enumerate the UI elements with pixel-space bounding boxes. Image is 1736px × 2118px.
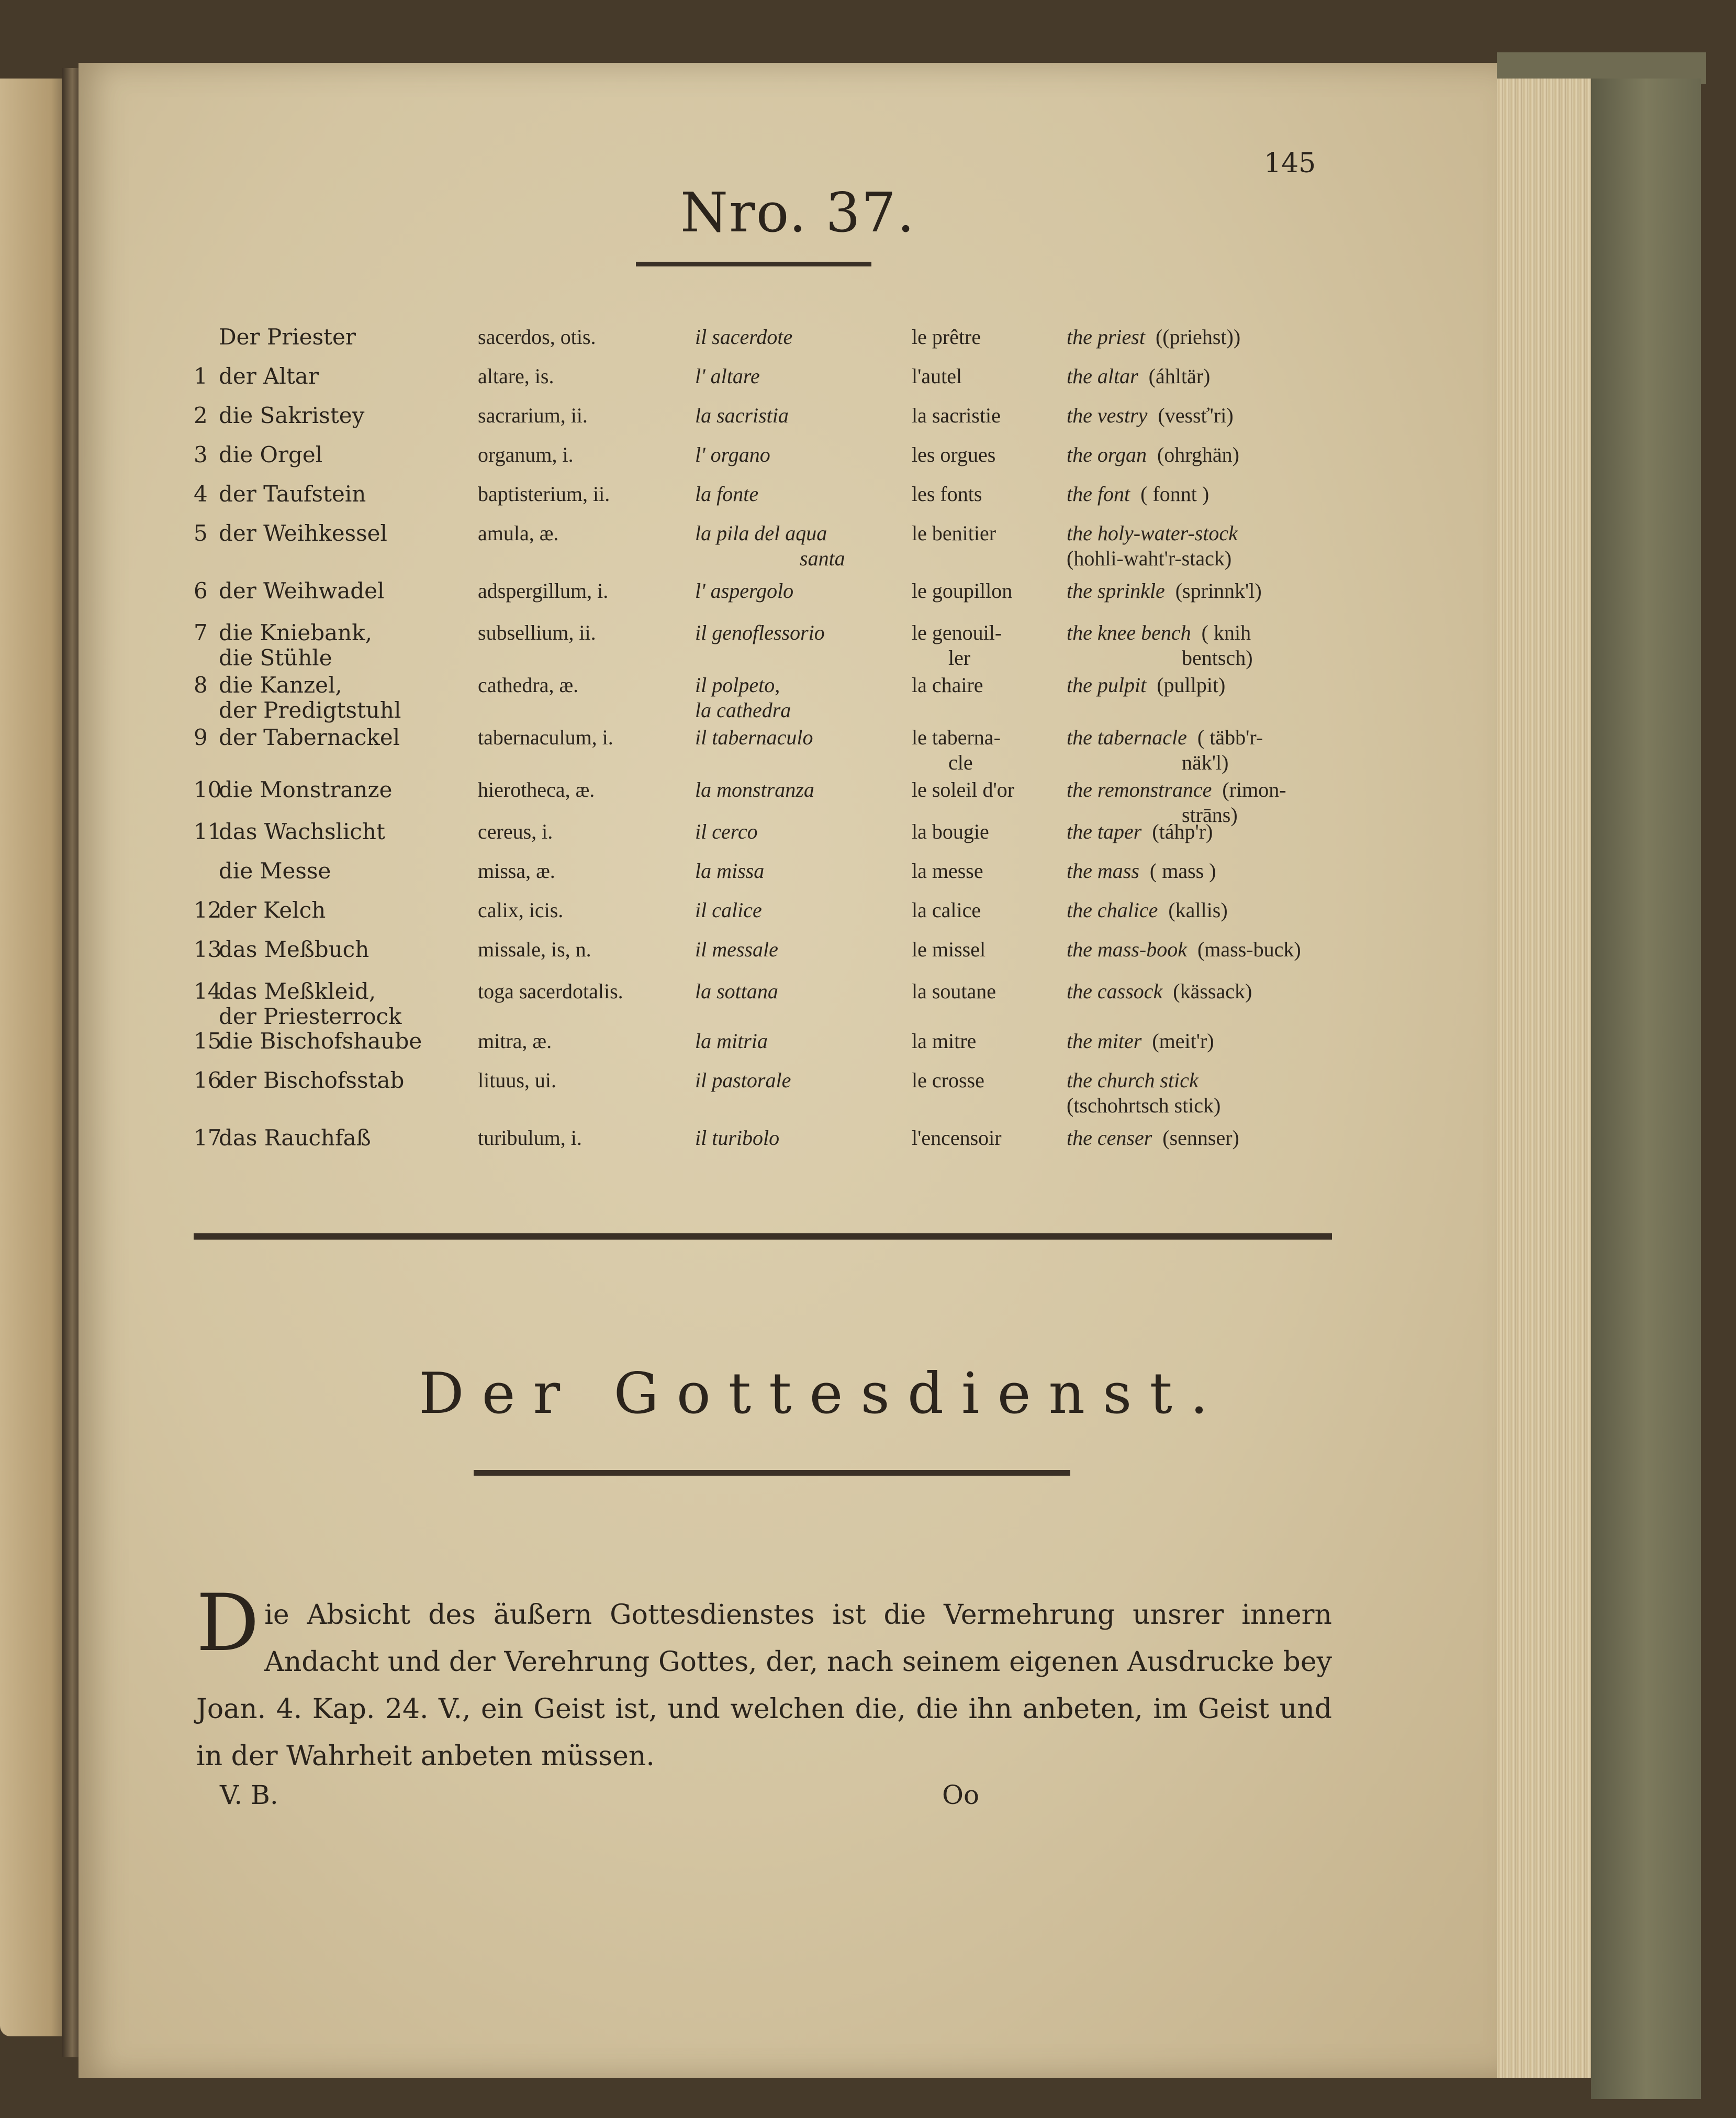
german-term: der Taufstein — [219, 481, 366, 507]
body-text: ie Absicht des äußern Gottesdienstes ist die Vermehrung unsrer innern Andacht und der Verehrung Gottes, der, nach seinem eigenen Ausdrucke bey Joan. 4. Kap. 24. V., ein Geist ist, und welchen die, die ihn anbeten, im Geist und in der Wahrheit anbeten müssen. — [196, 1599, 1332, 1772]
english-term — [1067, 979, 1360, 1004]
french-term: la calice — [912, 898, 981, 922]
italian-term: il genoflessorio — [695, 621, 825, 644]
pronunciation: (mass-buck) — [1197, 938, 1301, 961]
entry-number: 4 — [194, 481, 208, 507]
english-word: the miter — [1067, 1029, 1142, 1053]
english-word: the altar — [1067, 364, 1138, 388]
pronunciation: ((priehst)) — [1155, 325, 1241, 349]
french-term: le genouil- ler — [912, 621, 1002, 670]
pronunciation: (sprinnk'l) — [1175, 579, 1262, 603]
italian-term: la sacristia — [695, 404, 789, 427]
english-term — [1067, 364, 1360, 389]
english-word: the chalice — [1067, 898, 1158, 922]
english-word: the remonstrance — [1067, 778, 1212, 801]
italian-term: il pastorale — [695, 1068, 791, 1092]
page-number: 145 — [1264, 148, 1316, 179]
italian-term: la missa — [695, 859, 765, 883]
italian-term: la fonte — [695, 482, 759, 506]
english-term — [1067, 859, 1360, 884]
french-term: la messe — [912, 859, 983, 883]
latin-term: mitra, æ. — [478, 1029, 552, 1053]
entry-number: 15 — [194, 1028, 222, 1054]
entry-number: 10 — [194, 777, 222, 802]
latin-term: turibulum, i. — [478, 1126, 582, 1150]
pronunciation: (kallis) — [1168, 898, 1228, 922]
italian-term: il messale — [695, 938, 778, 961]
entry-number: 12 — [194, 897, 222, 923]
italian-term: il tabernaculo — [695, 726, 813, 749]
italian-term: il turibolo — [695, 1126, 780, 1150]
italian-term: il sacerdote — [695, 325, 793, 349]
latin-term: organum, i. — [478, 443, 574, 466]
italian-term: il polpeto, la cathedra — [695, 673, 791, 722]
entry-number: 3 — [194, 442, 208, 467]
french-term: le soleil d'or — [912, 778, 1015, 801]
latin-term: adspergillum, i. — [478, 579, 609, 603]
french-term: la mitre — [912, 1029, 977, 1053]
section-title: Der Gottesdienst. — [419, 1361, 1226, 1426]
english-term — [1067, 673, 1360, 698]
english-word: the pulpit — [1067, 673, 1147, 697]
pronunciation: (áhltär) — [1148, 364, 1211, 388]
german-term: der Weihkessel — [219, 520, 387, 546]
italian-term: l' altare — [695, 364, 760, 388]
italian-term: la pila del aqua santa — [695, 521, 845, 570]
german-term: die Messe — [219, 858, 331, 884]
entry-number: 17 — [194, 1125, 222, 1151]
pronunciation: (tschohrtsch stick) — [1067, 1094, 1221, 1117]
english-term — [1067, 1125, 1360, 1151]
english-word: the vestry — [1067, 404, 1148, 427]
german-term: der Kelch — [219, 897, 326, 923]
latin-term: lituus, ui. — [478, 1068, 557, 1092]
latin-term: altare, is. — [478, 364, 554, 388]
french-term: la bougie — [912, 820, 989, 843]
latin-term: cathedra, æ. — [478, 673, 579, 697]
german-term: das Rauchfaß — [219, 1125, 371, 1151]
german-term: der Tabernackel — [219, 724, 400, 750]
german-term: die Sakristey — [219, 403, 365, 428]
english-word: the censer — [1067, 1126, 1152, 1150]
entry-number: 1 — [194, 363, 208, 389]
pronunciation: (meit'r) — [1152, 1029, 1214, 1053]
pronunciation: (rimon- strāns) — [1182, 778, 1286, 827]
french-term: l'autel — [912, 364, 962, 388]
italian-term: la mitria — [695, 1029, 768, 1053]
french-term: l'encensoir — [912, 1126, 1002, 1150]
entry-number: 2 — [194, 403, 208, 428]
french-term: le taberna- cle — [912, 726, 1001, 774]
german-term: das Meßkleid, der Priesterrock — [219, 978, 402, 1029]
english-term — [1067, 725, 1360, 775]
latin-term: missa, æ. — [478, 859, 555, 883]
german-term: die Orgel — [219, 442, 323, 467]
english-term — [1067, 578, 1360, 604]
french-term: le goupillon — [912, 579, 1013, 603]
italian-term: il cerco — [695, 820, 758, 843]
french-term: la chaire — [912, 673, 983, 697]
entry-number: 8 — [194, 672, 208, 698]
entry-number: 16 — [194, 1067, 222, 1093]
english-word: the tabernacle — [1067, 726, 1187, 749]
french-term: le benitier — [912, 521, 996, 545]
latin-term: missale, is, n. — [478, 938, 591, 961]
german-term: die Bischofshaube — [219, 1028, 422, 1054]
section-title-underline — [474, 1470, 1070, 1476]
entry-number: 6 — [194, 578, 208, 604]
latin-term: subsellium, ii. — [478, 621, 596, 644]
catchword: Oo — [942, 1780, 980, 1810]
german-term: das Meßbuch — [219, 937, 369, 962]
french-term: la soutane — [912, 979, 996, 1003]
latin-term: cereus, i. — [478, 820, 553, 843]
french-term: le prêtre — [912, 325, 981, 349]
italian-term: l' aspergolo — [695, 579, 794, 603]
english-word: the cassock — [1067, 979, 1163, 1003]
pronunciation: ( knih bentsch) — [1182, 621, 1253, 670]
german-term: die Monstranze — [219, 777, 393, 802]
pronunciation: (pullpit) — [1157, 673, 1226, 697]
german-term: Der Priester — [219, 324, 356, 350]
pronunciation: (sennser) — [1162, 1126, 1239, 1150]
pronunciation: ( mass ) — [1149, 859, 1216, 883]
pronunciation: (hohli-waht'r-stack) — [1067, 547, 1232, 570]
english-term — [1067, 442, 1360, 467]
entry-number: 11 — [194, 819, 222, 844]
latin-term: hierotheca, æ. — [478, 778, 595, 801]
english-word: the knee bench — [1067, 621, 1191, 644]
latin-term: sacrarium, ii. — [478, 404, 588, 427]
english-term — [1067, 1029, 1360, 1054]
pronunciation: (ohrghän) — [1157, 443, 1239, 466]
english-word: the church stick — [1067, 1068, 1199, 1092]
body-paragraph — [196, 1578, 1332, 1780]
italian-term: la sottana — [695, 979, 778, 1003]
english-word: the organ — [1067, 443, 1147, 466]
drop-cap: D — [196, 1578, 260, 1669]
german-term: der Bischofsstab — [219, 1067, 405, 1093]
french-term: les fonts — [912, 482, 982, 506]
english-term — [1067, 620, 1360, 671]
latin-term: toga sacerdotalis. — [478, 979, 623, 1003]
pronunciation: ( täbb'r- näk'l) — [1182, 726, 1263, 774]
title-rule — [636, 262, 871, 266]
entry-number: 5 — [194, 520, 208, 546]
entry-number: 7 — [194, 620, 208, 645]
english-term — [1067, 482, 1360, 507]
english-word: the taper — [1067, 820, 1142, 843]
pronunciation: ( fonnt ) — [1140, 482, 1209, 506]
german-term: die Kniebank, die Stühle — [219, 620, 373, 671]
english-word: the holy-water-stock — [1067, 521, 1238, 545]
french-term: le missel — [912, 938, 986, 961]
english-word: the mass-book — [1067, 938, 1187, 961]
latin-term: tabernaculum, i. — [478, 726, 613, 749]
english-term — [1067, 819, 1360, 844]
english-term — [1067, 898, 1360, 923]
german-term: das Wachslicht — [219, 819, 385, 844]
italian-term: l' organo — [695, 443, 770, 466]
english-term — [1067, 937, 1360, 962]
pronunciation: (kässack) — [1173, 979, 1252, 1003]
italian-term: la monstranza — [695, 778, 814, 801]
book-cover-spine — [1591, 79, 1701, 2099]
english-term — [1067, 521, 1360, 571]
english-word: the font — [1067, 482, 1130, 506]
german-term: der Weihwadel — [219, 578, 385, 604]
english-term — [1067, 403, 1360, 428]
page-edges — [1497, 79, 1591, 2078]
french-term: les orgues — [912, 443, 996, 466]
entry-number: 14 — [194, 978, 222, 1004]
latin-term: baptisterium, ii. — [478, 482, 610, 506]
french-term: le crosse — [912, 1068, 984, 1092]
entry-number: 13 — [194, 937, 222, 962]
english-term — [1067, 1068, 1360, 1118]
english-term — [1067, 325, 1360, 350]
french-term: la sacristie — [912, 404, 1001, 427]
english-word: the mass — [1067, 859, 1139, 883]
latin-term: calix, icis. — [478, 898, 564, 922]
pronunciation: (táhp'r) — [1152, 820, 1213, 843]
signature-mark: V. B. — [220, 1780, 278, 1810]
german-term: der Altar — [219, 363, 319, 389]
english-word: the priest — [1067, 325, 1145, 349]
english-word: the sprinkle — [1067, 579, 1165, 603]
entry-number: 9 — [194, 724, 208, 750]
latin-term: sacerdos, otis. — [478, 325, 596, 349]
article-number: Nro. 37. — [680, 181, 916, 244]
latin-term: amula, æ. — [478, 521, 559, 545]
german-term: die Kanzel, der Predigtstuhl — [219, 672, 401, 723]
italian-term: il calice — [695, 898, 762, 922]
pronunciation: (vessť'ri) — [1158, 404, 1234, 427]
section-divider — [194, 1233, 1332, 1240]
